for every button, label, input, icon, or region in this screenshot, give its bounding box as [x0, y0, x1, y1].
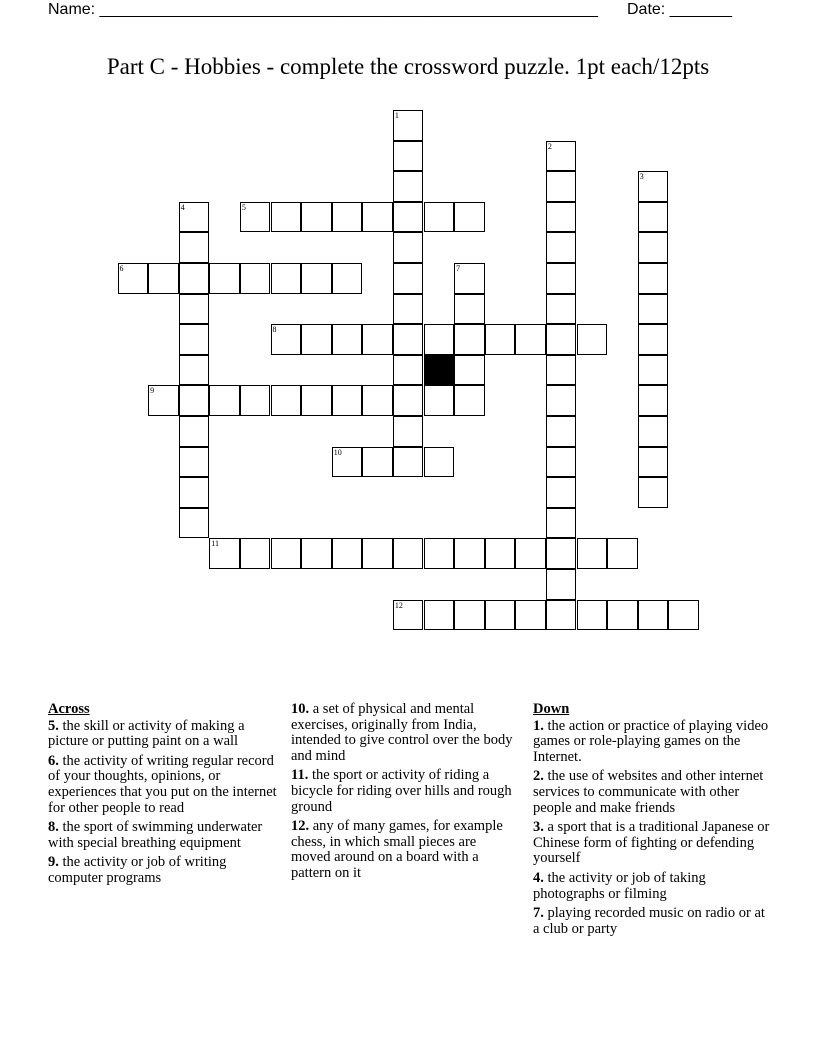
crossword-cell[interactable]: [607, 538, 638, 569]
crossword-cell[interactable]: [393, 324, 424, 355]
crossword-cell[interactable]: [638, 232, 669, 263]
date-field[interactable]: Date: _______: [627, 1, 732, 18]
clue-text: any of many games, for example chess, in which small pieces are moved around on a board with a pattern on it: [291, 818, 503, 881]
crossword-cell[interactable]: [179, 477, 210, 508]
crossword-cell[interactable]: [362, 324, 393, 355]
clue-text: the use of websites and other internet services to communicate with other people and make friends: [533, 768, 764, 816]
crossword-cell[interactable]: [332, 385, 363, 416]
cell-number: 3: [639, 172, 644, 182]
crossword-cell[interactable]: [301, 324, 332, 355]
cell-number: 5: [241, 202, 246, 212]
clue-number: 3.: [533, 819, 544, 836]
crossword-cell[interactable]: [393, 294, 424, 325]
crossword-cell[interactable]: [607, 600, 638, 631]
clue-text: a sport that is a traditional Japanese or Chinese form of fighting or defending yourself: [533, 819, 770, 867]
cell-number: 4: [180, 202, 185, 212]
crossword-cell[interactable]: [393, 538, 424, 569]
clue-down-1: [533, 719, 773, 766]
clue-number: 6.: [48, 752, 59, 769]
crossword-cell[interactable]: [424, 202, 455, 233]
name-field[interactable]: Name: ________________________________________________________: [48, 1, 598, 18]
clue-text: the skill or activity of making a picture or putting paint on a wall: [48, 717, 245, 750]
crossword-cell[interactable]: [393, 171, 424, 202]
crossword-cell[interactable]: [240, 202, 271, 233]
clue-across-5: [48, 719, 278, 750]
crossword-cell[interactable]: [546, 385, 577, 416]
crossword-cell[interactable]: [362, 202, 393, 233]
cell-number: 12: [394, 600, 403, 610]
crossword-cell[interactable]: [638, 294, 669, 325]
crossword-cell[interactable]: [454, 385, 485, 416]
crossword-cell[interactable]: [301, 202, 332, 233]
clue-number: 2.: [533, 768, 544, 785]
cell-number: 9: [150, 386, 155, 396]
crossword-cell[interactable]: [424, 538, 455, 569]
crossword-cell[interactable]: [118, 263, 149, 294]
clue-text: a set of physical and mental exercises, originally from India, intended to give control over the body and mind: [291, 701, 513, 764]
crossword-cell[interactable]: [546, 263, 577, 294]
cell-number: 8: [272, 325, 277, 335]
crossword-cell[interactable]: [393, 447, 424, 478]
crossword-cell[interactable]: [179, 324, 210, 355]
crossword-cell[interactable]: [179, 447, 210, 478]
crossword-cell[interactable]: [577, 538, 608, 569]
crossword-cell[interactable]: [638, 263, 669, 294]
across-clues-column-2: [291, 702, 513, 886]
crossword-cell[interactable]: [424, 447, 455, 478]
cell-number: 11: [211, 539, 219, 549]
clue-text: the sport or activity of riding a bicycle for riding over hills and rough ground: [291, 767, 512, 815]
crossword-cell[interactable]: [332, 263, 363, 294]
crossword-cell[interactable]: [271, 202, 302, 233]
crossword-cell[interactable]: [393, 263, 424, 294]
crossword-cell[interactable]: [424, 600, 455, 631]
clue-number: 9.: [48, 854, 59, 871]
crossword-cell[interactable]: [179, 232, 210, 263]
crossword-cell[interactable]: [179, 355, 210, 386]
crossword-cell[interactable]: [638, 171, 669, 202]
clue-down-4: [533, 871, 773, 902]
crossword-cell[interactable]: [546, 202, 577, 233]
crossword-cell[interactable]: [515, 600, 546, 631]
crossword-cell[interactable]: [638, 202, 669, 233]
clue-number: 10.: [291, 701, 310, 717]
clue-down-2: [533, 769, 773, 816]
crossword-cell[interactable]: [362, 385, 393, 416]
crossword-cell[interactable]: [332, 447, 363, 478]
clue-number: 8.: [48, 819, 59, 836]
crossword-cell[interactable]: [515, 538, 546, 569]
crossword-cell[interactable]: [301, 538, 332, 569]
crossword-cell[interactable]: [209, 263, 240, 294]
crossword-cell[interactable]: [393, 416, 424, 447]
clue-down-3: [533, 820, 773, 867]
crossword-cell[interactable]: [546, 416, 577, 447]
clue-number: 4.: [533, 869, 544, 886]
crossword-cell[interactable]: [179, 385, 210, 416]
clue-number: 12.: [291, 818, 310, 835]
crossword-cell[interactable]: [546, 538, 577, 569]
crossword-cell[interactable]: [454, 294, 485, 325]
blocked-cell: [424, 355, 455, 386]
crossword-cell[interactable]: [638, 447, 669, 478]
crossword-cell[interactable]: [179, 294, 210, 325]
clue-across-9: [48, 855, 278, 886]
clue-text: the activity or job of writing computer programs: [48, 854, 227, 886]
crossword-cell[interactable]: [668, 600, 699, 631]
crossword-cell[interactable]: [209, 385, 240, 416]
crossword-cell[interactable]: [485, 538, 516, 569]
crossword-cell[interactable]: [393, 355, 424, 386]
crossword-cell[interactable]: [179, 202, 210, 233]
crossword-cell[interactable]: [546, 447, 577, 478]
crossword-cell[interactable]: [454, 538, 485, 569]
crossword-cell[interactable]: [362, 538, 393, 569]
crossword-cell[interactable]: [546, 355, 577, 386]
crossword-cell[interactable]: [638, 600, 669, 631]
crossword-cell[interactable]: [393, 141, 424, 172]
crossword-cell[interactable]: [546, 294, 577, 325]
clue-text: the activity of writing regular record of your thoughts, opinions, or experiences that you put on the internet for other people to read: [48, 752, 277, 816]
crossword-cell[interactable]: [393, 600, 424, 631]
crossword-cell[interactable]: [393, 232, 424, 263]
crossword-cell[interactable]: [424, 324, 455, 355]
crossword-cell[interactable]: [546, 508, 577, 539]
clue-text: the action or practice of playing video games or role-playing games on the Internet.: [533, 717, 769, 765]
crossword-cell[interactable]: [577, 600, 608, 631]
clue-text: the sport of swimming underwater with special breathing equipment: [48, 819, 263, 851]
down-clues-column: [533, 702, 773, 941]
down-heading: Down: [533, 701, 570, 717]
crossword-cell[interactable]: [424, 385, 455, 416]
page-title: Part C - Hobbies - complete the crossword puzzle. 1pt each/12pts: [106, 54, 710, 79]
crossword-cell[interactable]: [454, 600, 485, 631]
cell-number: 1: [394, 111, 399, 120]
crossword-cell[interactable]: [454, 263, 485, 294]
crossword-cell[interactable]: [271, 538, 302, 569]
clue-number: 7.: [533, 905, 544, 922]
clue-across-8: [48, 820, 278, 851]
crossword-cell[interactable]: [546, 477, 577, 508]
crossword-cell[interactable]: [454, 355, 485, 386]
crossword-cell[interactable]: [179, 263, 210, 294]
crossword-cell[interactable]: [638, 416, 669, 447]
crossword-cell[interactable]: [485, 600, 516, 631]
clue-text: the activity or job of taking photographs or filming: [533, 869, 706, 902]
crossword-cell[interactable]: [577, 324, 608, 355]
crossword-cell[interactable]: [393, 385, 424, 416]
crossword-cell[interactable]: [240, 263, 271, 294]
crossword-cell[interactable]: [179, 416, 210, 447]
cell-number: 10: [333, 447, 342, 457]
clue-number: 1.: [533, 717, 544, 734]
crossword-cell[interactable]: [485, 324, 516, 355]
crossword-cell[interactable]: [240, 538, 271, 569]
crossword-cell[interactable]: [148, 263, 179, 294]
clue-number: 11.: [291, 767, 309, 784]
crossword-cell[interactable]: [332, 538, 363, 569]
crossword-cell[interactable]: [454, 324, 485, 355]
crossword-cell[interactable]: [454, 202, 485, 233]
crossword-cell[interactable]: [638, 355, 669, 386]
clue-across-6: [48, 754, 278, 816]
cell-number: 6: [119, 264, 124, 273]
clue-number: 5.: [48, 717, 59, 734]
crossword-cell[interactable]: [332, 202, 363, 233]
crossword-cell[interactable]: [271, 324, 302, 355]
crossword-cell[interactable]: [240, 385, 271, 416]
crossword-cell[interactable]: [638, 324, 669, 355]
crossword-cell[interactable]: [546, 141, 577, 172]
crossword-cell[interactable]: [362, 447, 393, 478]
across-clues-column-1: [48, 702, 278, 891]
clue-across-11: [291, 768, 513, 815]
crossword-cell[interactable]: [148, 385, 179, 416]
across-heading: Across: [48, 701, 90, 717]
crossword-cell[interactable]: [393, 110, 424, 141]
cell-number: 2: [547, 141, 552, 151]
crossword-cell[interactable]: [301, 385, 332, 416]
crossword-cell[interactable]: [271, 385, 302, 416]
crossword-cell[interactable]: [546, 232, 577, 263]
crossword-cell[interactable]: [638, 477, 669, 508]
cell-number: 7: [456, 264, 461, 273]
clue-text: playing recorded music on radio or at a club or party: [533, 905, 765, 937]
crossword-cell[interactable]: [209, 538, 240, 569]
clue-across-10: [291, 702, 513, 764]
crossword-cell[interactable]: [301, 263, 332, 294]
clue-down-7: [533, 906, 773, 937]
crossword-cell[interactable]: [332, 324, 363, 355]
crossword-cell[interactable]: [393, 202, 424, 233]
clue-across-12: [291, 819, 513, 881]
crossword-cell[interactable]: [271, 263, 302, 294]
crossword-cell[interactable]: [638, 385, 669, 416]
crossword-cell[interactable]: [546, 171, 577, 202]
crossword-cell[interactable]: [179, 508, 210, 539]
crossword-cell[interactable]: [546, 324, 577, 355]
crossword-cell[interactable]: [546, 600, 577, 631]
crossword-cell[interactable]: [515, 324, 546, 355]
crossword-cell[interactable]: [546, 569, 577, 600]
